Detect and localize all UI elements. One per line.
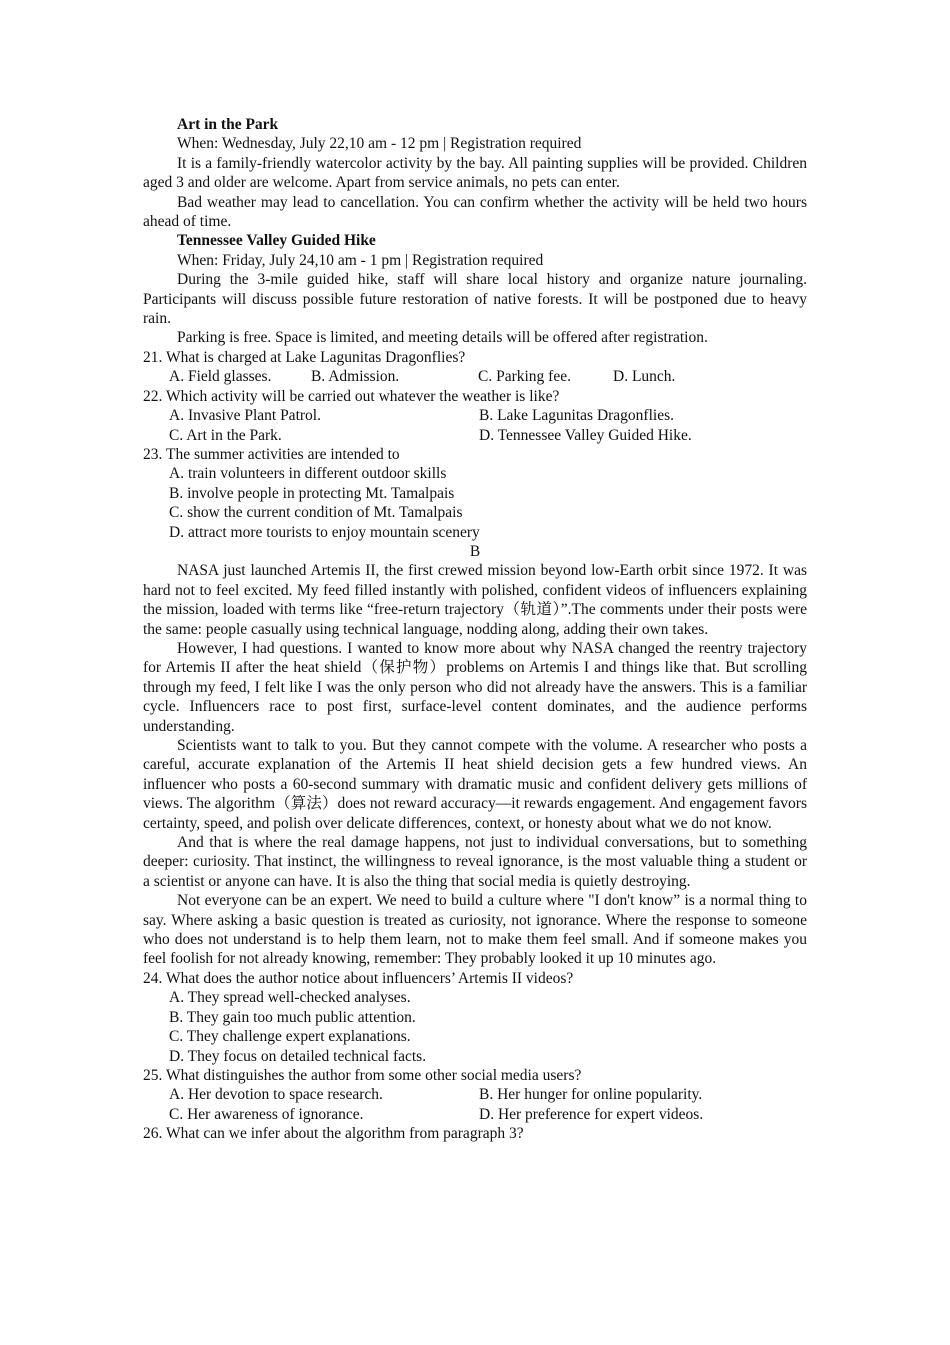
passage-b-paragraph-5: Not everyone can be an expert. We need to build a culture where "I don't know” is a normal thing to say. Where asking a basic question is treated as curiosity, not ignorance. Where the response to someone who does not understand is to help them learn, not to make them feel small. And if someone makes you feel foolish for not already knowing, remember: They probably looked it up 10 minutes ago.: [143, 892, 807, 968]
option-a: A. Her devotion to space research.: [169, 1086, 383, 1104]
passage-b-paragraph-3: Scientists want to talk to you. But they cannot compete with the volume. A researcher who posts a careful, accurate explanation of the Artemis II heat shield decision gets a few hundred views. An influencer who posts a 60-second summary with dramatic music and confident delivery gets millions of views. The algorithm（算法）does not reward accuracy—it rewards engagement. And engagement favors certainty, speed, and polish over delicate differences, context, or honesty about what we do not know.: [143, 737, 807, 832]
hike-title: Tennessee Valley Guided Hike: [177, 232, 376, 250]
question-24: 24. What does the author notice about influencers’ Artemis II videos?: [143, 969, 574, 987]
option-d: D. Her preference for expert videos.: [479, 1105, 704, 1123]
passage-b-paragraph-1: NASA just launched Artemis II, the first crewed mission beyond low-Earth orbit since 1972. It was hard not to feel excited. My feed filled instantly with polished, confident videos of influencers explaining the mission, loaded with terms like “free-return trajectory（轨道）”.The comments under their posts were the same: people casually using technical language, nodding along, adding their own takes.: [143, 562, 807, 638]
option-c: C. They challenge expert explanations.: [169, 1028, 411, 1046]
option-a: A. They spread well-checked analyses.: [169, 989, 411, 1007]
question-25: 25. What distinguishes the author from some other social media users?: [143, 1066, 582, 1084]
option-d: D. They focus on detailed technical facts.: [169, 1047, 427, 1065]
question-22-options-row-1: [143, 406, 807, 425]
question-22-options-row-2: [143, 426, 807, 445]
hike-paragraph-1: During the 3-mile guided hike, staff will share local history and organize nature journaling. Participants will discuss possible future restoration of native forests. It will be postponed due to heavy rain.: [143, 271, 807, 328]
option-b: B. They gain too much public attention.: [169, 1008, 416, 1026]
option-d: D. attract more tourists to enjoy mountain scenery: [169, 523, 480, 541]
question-21-options: [143, 367, 807, 386]
option-d: D. Lunch.: [613, 368, 676, 386]
option-c: C. Parking fee.: [478, 368, 571, 386]
option-a: A. Field glasses.: [169, 368, 272, 386]
question-26: 26. What can we infer about the algorithm from paragraph 3?: [143, 1125, 524, 1143]
option-a: A. train volunteers in different outdoor skills: [169, 465, 447, 483]
question-25-options-row-1: [143, 1085, 807, 1104]
document-page: [143, 115, 807, 1144]
art-when: When: Wednesday, July 22,10 am - 12 pm | Registration required: [177, 135, 582, 153]
passage-b-paragraph-4: And that is where the real damage happens, not just to individual conversations, but to something deeper: curiosity. That instinct, the willingness to reveal ignorance, is the most valuable thing a student or a scientist or anyone can have. It is also the thing that social media is quietly destroying.: [143, 834, 807, 890]
option-c: C. Art in the Park.: [169, 426, 282, 444]
option-b: B. Her hunger for online popularity.: [479, 1086, 703, 1104]
art-paragraph-1: It is a family-friendly watercolor activity by the bay. All painting supplies will be provided. Children aged 3 and older are welcome. Apart from service animals, no pets can enter.: [143, 154, 807, 192]
question-23: 23. The summer activities are intended to: [143, 445, 400, 463]
art-paragraph-2: Bad weather may lead to cancellation. You can confirm whether the activity will be held two hours ahead of time.: [143, 193, 807, 231]
question-22: 22. Which activity will be carried out whatever the weather is like?: [143, 387, 560, 405]
hike-when: When: Friday, July 24,10 am - 1 pm | Registration required: [177, 251, 544, 269]
option-b: B. Lake Lagunitas Dragonflies.: [479, 407, 674, 425]
question-21: 21. What is charged at Lake Lagunitas Dragonflies?: [143, 348, 466, 366]
option-a: A. Invasive Plant Patrol.: [169, 407, 321, 425]
section-b-heading: B: [469, 542, 481, 560]
passage-b-paragraph-2: However, I had questions. I wanted to know more about why NASA changed the reentry trajectory for Artemis II after the heat shield（保护物）problems on Artemis I and things like that. But scrolling through my feed, I felt like I was the only person who did not already have the answers. This is a familiar cycle. Influencers race to post first, surface-level content dominates, and the audience performs understanding.: [143, 639, 807, 735]
option-d: D. Tennessee Valley Guided Hike.: [479, 426, 692, 444]
option-b: B. Admission.: [311, 368, 400, 386]
question-25-options-row-2: [143, 1105, 807, 1124]
hike-paragraph-2: Parking is free. Space is limited, and meeting details will be offered after registration.: [177, 329, 708, 347]
art-title: Art in the Park: [177, 116, 279, 133]
option-c: C. Her awareness of ignorance.: [169, 1105, 364, 1123]
option-c: C. show the current condition of Mt. Tamalpais: [169, 504, 463, 522]
option-b: B. involve people in protecting Mt. Tamalpais: [169, 484, 455, 502]
